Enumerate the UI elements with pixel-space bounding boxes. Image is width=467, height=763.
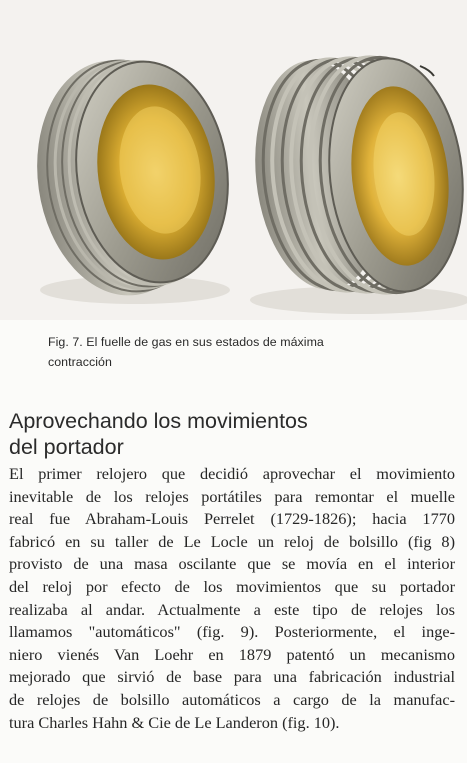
section-heading [9, 408, 449, 460]
paragraph-line: realizaba al andar. Actualmente a este tipo de relojes los [9, 599, 455, 619]
caption-line: Fig. 7. El fuelle de gas en sus estados de máxima [48, 335, 324, 349]
paragraph-line: inevitable de los relojes portátiles para remontar el muelle [9, 486, 455, 506]
body-paragraph [9, 463, 455, 734]
paragraph-line: niero vienés Van Loehr en 1879 patentó un mecanismo [9, 644, 455, 664]
gas-bellows-photo-icon [0, 0, 467, 320]
paragraph-line: real fue Abraham-Louis Perrelet (1729-1826); hacia 1770 [9, 509, 455, 529]
left-bellows [22, 50, 241, 307]
paragraph-line: fabricó en su taller de Le Locle un reloj de bolsillo (fig 8) [9, 531, 455, 551]
right-bellows [244, 51, 467, 300]
paragraph-line: mejorado que sirvió de base para una fabricación industrial [9, 667, 455, 687]
paragraph-line: provisto de una masa oscilante que se movía en el interior [9, 554, 455, 574]
figure-caption [48, 332, 438, 372]
heading-line: Aprovechando los movimientos [9, 409, 308, 433]
paragraph-line: llamamos "automáticos" (fig. 9). Posteriormente, el inge- [9, 622, 455, 642]
heading-line: del portador [9, 435, 124, 459]
caption-line: contracción [48, 355, 112, 369]
paragraph-line: El primer relojero que decidió aprovechar el movimiento [9, 464, 455, 483]
paragraph-line: de relojes de bolsillo automáticos a cargo de la manufac- [9, 689, 455, 709]
paragraph-line: del reloj por efecto de los movimientos que su portador [9, 576, 455, 596]
paragraph-line: tura Charles Hahn & Cie de Le Landeron (fig. 10). [9, 712, 340, 732]
figure-photo [0, 0, 467, 320]
